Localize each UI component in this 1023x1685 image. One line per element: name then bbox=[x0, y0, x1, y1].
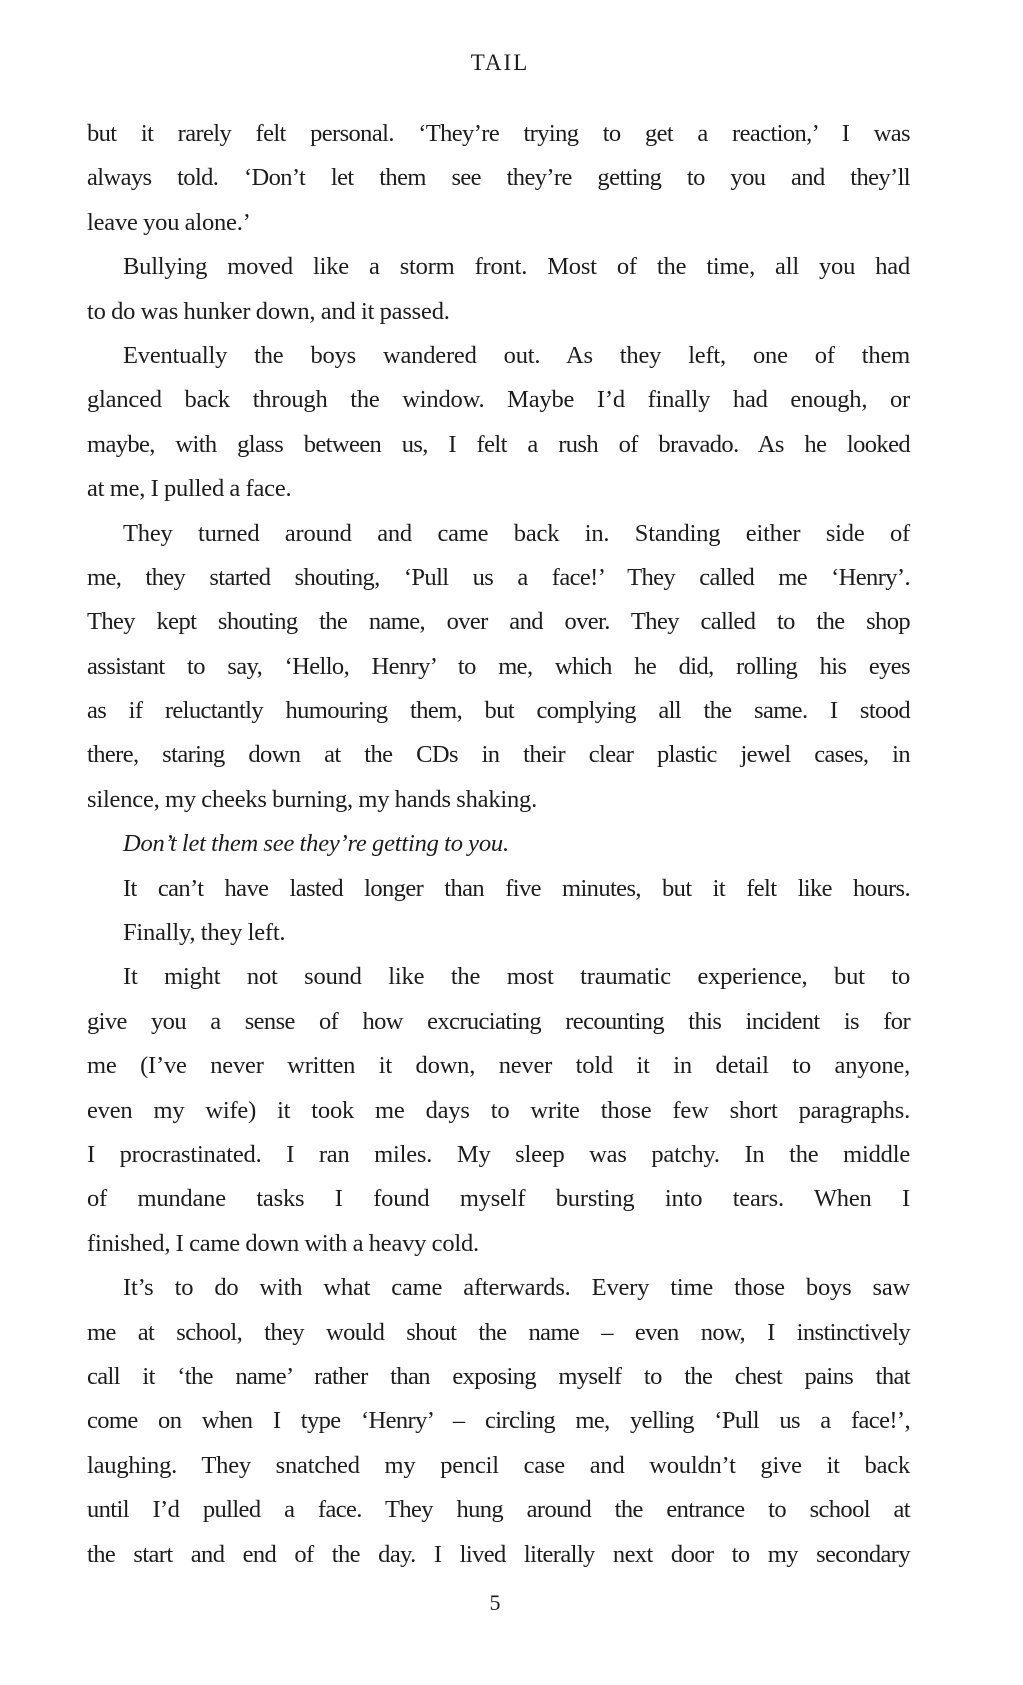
text-line: It’s to do with what came afterwards. Every time those boys saw bbox=[123, 1274, 910, 1302]
paragraph bbox=[87, 867, 910, 911]
text-line: give you a sense of how excruciating recounting this incident is for bbox=[87, 1007, 910, 1035]
text-line: to do was hunker down, and it passed. bbox=[87, 297, 450, 325]
text-line: call it ‘the name’ rather than exposing myself to the chest pains that bbox=[87, 1362, 910, 1390]
text-line: even my wife) it took me days to write those few short paragraphs. bbox=[87, 1096, 910, 1124]
text-line: silence, my cheeks burning, my hands shaking. bbox=[87, 785, 538, 813]
text-line: me, they started shouting, ‘Pull us a face!’ They called me ‘Henry’. bbox=[87, 563, 910, 591]
text-line: I procrastinated. I ran miles. My sleep was patchy. In the middle bbox=[87, 1140, 910, 1168]
text-line: maybe, with glass between us, I felt a rush of bravado. As he looked bbox=[87, 430, 910, 458]
paragraph bbox=[87, 955, 910, 1266]
text-line: laughing. They snatched my pencil case and wouldn’t give it back bbox=[87, 1451, 910, 1479]
paragraph bbox=[87, 1266, 910, 1577]
text-line: It can’t have lasted longer than five minutes, but it felt like hours. bbox=[123, 874, 910, 902]
paragraph bbox=[87, 512, 910, 823]
text-line: the start and end of the day. I lived literally next door to my secondary bbox=[87, 1540, 910, 1568]
text-line: assistant to say, ‘Hello, Henry’ to me, which he did, rolling his eyes bbox=[87, 652, 910, 680]
running-head: TAIL bbox=[470, 50, 530, 75]
text-line: me (I’ve never written it down, never told it in detail to anyone, bbox=[87, 1052, 910, 1080]
paragraph bbox=[87, 911, 910, 955]
text-line: at me, I pulled a face. bbox=[87, 475, 292, 503]
paragraph bbox=[87, 112, 910, 245]
text-line: They kept shouting the name, over and over. They called to the shop bbox=[87, 608, 910, 636]
text-line: of mundane tasks I found myself bursting into tears. When I bbox=[87, 1185, 910, 1213]
page-number: 5 bbox=[489, 1590, 501, 1615]
text-line: It might not sound like the most traumatic experience, but to bbox=[123, 963, 910, 991]
text-line: Don’t let them see they’re getting to you. bbox=[123, 830, 509, 858]
text-line: Bullying moved like a storm front. Most of the time, all you had bbox=[123, 253, 910, 281]
text-line: always told. ‘Don’t let them see they’re getting to you and they’ll bbox=[87, 164, 910, 192]
text-line: come on when I type ‘Henry’ – circling me, yelling ‘Pull us a face!’, bbox=[87, 1407, 910, 1435]
text-line: finished, I came down with a heavy cold. bbox=[87, 1229, 479, 1257]
text-line: They turned around and came back in. Standing either side of bbox=[123, 519, 910, 547]
text-line: Finally, they left. bbox=[123, 919, 286, 947]
body-text bbox=[87, 112, 910, 1577]
text-line: there, staring down at the CDs in their clear plastic jewel cases, in bbox=[87, 741, 910, 769]
text-line: leave you alone.’ bbox=[87, 208, 251, 236]
text-line: but it rarely felt personal. ‘They’re trying to get a reaction,’ I was bbox=[87, 120, 910, 147]
text-line: me at school, they would shout the name – even now, I instinctively bbox=[87, 1318, 910, 1346]
italic-paragraph bbox=[87, 822, 910, 866]
text-line: Eventually the boys wandered out. As they left, one of them bbox=[123, 341, 910, 369]
text-line: as if reluctantly humouring them, but complying all the same. I stood bbox=[87, 697, 910, 725]
paragraph bbox=[87, 245, 910, 334]
text-line: glanced back through the window. Maybe I’d finally had enough, or bbox=[87, 386, 910, 414]
text-line: until I’d pulled a face. They hung around the entrance to school at bbox=[87, 1496, 910, 1524]
paragraph bbox=[87, 334, 910, 512]
